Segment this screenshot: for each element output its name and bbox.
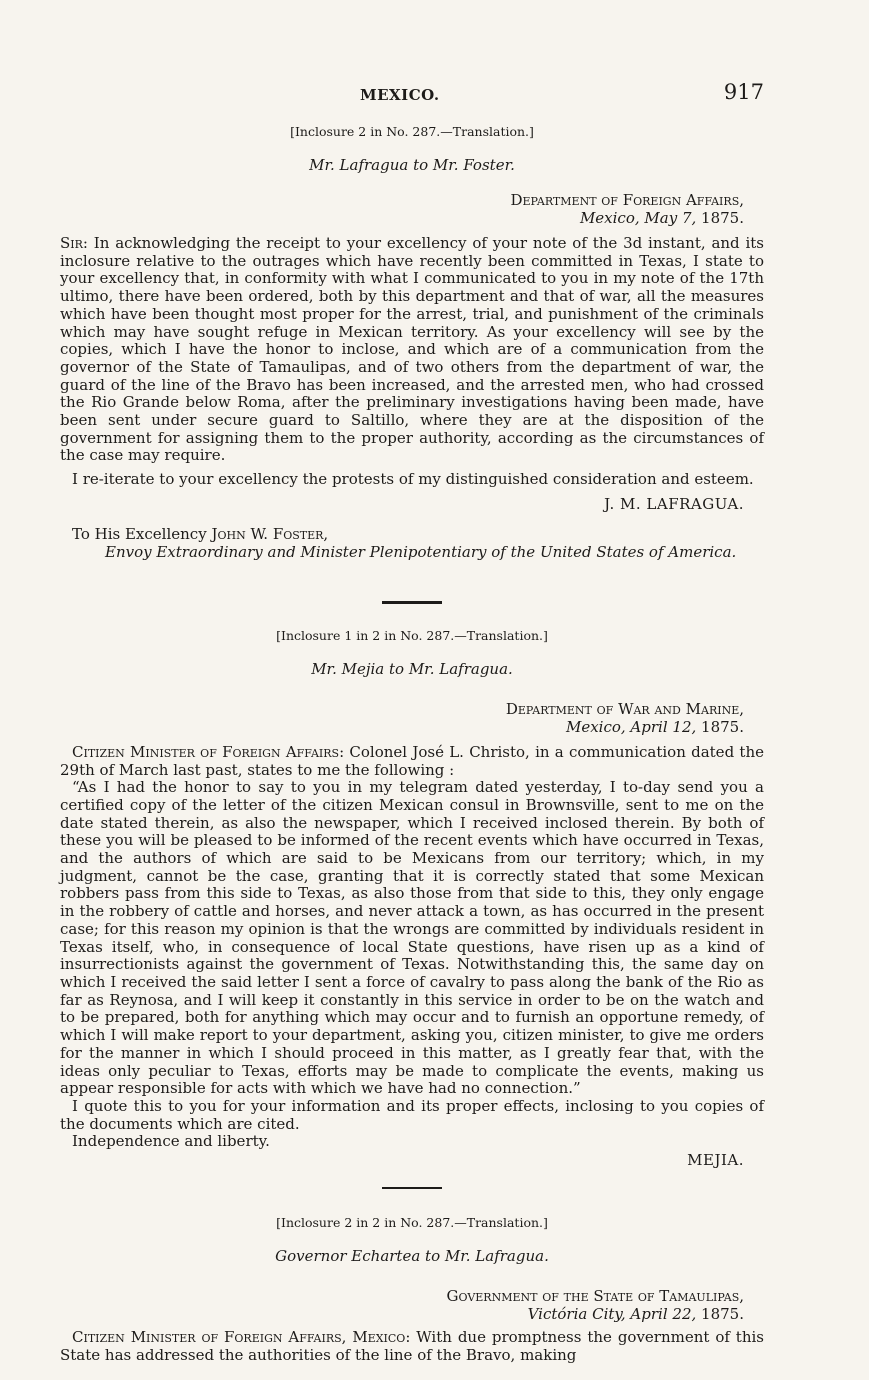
body-paragraph: I quote this to you for your information and its proper effects, inclosing to you copies of the documents which are cited. [60,1096,764,1133]
opening-address: Citizen Minister of Foreign Affairs, Mexico: [72,1328,411,1347]
department-line: Department of War and Marine, [505,699,744,718]
salutation: Sir: [60,234,88,252]
address-title: Envoy Extraordinary and Minister Plenipotentiary of the United States of America. [105,542,737,561]
body-paragraph: I re-iterate to your excellency the protests of my distinguished consideration and esteem. [72,470,754,489]
body-paragraph [60,235,764,465]
place-date-line [60,718,744,736]
running-title: MEXICO. [360,86,440,104]
closing-line: Independence and liberty. [72,1132,270,1151]
place-date: Mexico, May 7, [579,209,697,227]
department-line: Department of Foreign Affairs, [510,191,744,209]
letter-heading: Mr. Mejia to Mr. Lafragua. [311,659,513,678]
letter-heading: Mr. Lafragua to Mr. Foster. [309,156,515,174]
department-line: Government of the State of Tamaulipas, [446,1287,744,1306]
body-paragraph [60,744,764,779]
signature: MEJIA. [687,1151,744,1170]
inclosure-heading: [Inclosure 2 in 2 in No. 287.—Translation.] [276,1215,548,1231]
year: 1875. [701,1305,744,1324]
letter-mejia-to-lafragua [60,628,764,1169]
letter-echartea-to-lafragua [60,1215,764,1364]
address-prefix: To His Excellency [72,524,207,543]
signature: J. M. LAFRAGUA. [604,494,744,513]
inclosure-heading: [Inclosure 2 in No. 287.—Translation.] [290,124,534,139]
place-date-line [60,209,744,227]
page-header [60,80,764,110]
quoted-paragraph: “As I had the honor to say to you in my telegram dated yesterday, I to-day send you a certified copy of the letter of the citizen Mexican consul in Brownsville, sent to me on the date stated therein, as also the newspaper, which I received inclosed therein. By both of these you will be pleased to be informed of the recent events which have occurred in Texas, and the authors of which are said to be Mexicans from our territory; which, in my judgment, cannot be the case, granting that it is correctly stated that some Mexican robbers pass from this side to Texas, as also those from that side to this, they only engage in the robbery of cattle and horses, and never attack a town, as has occurred in the present case; for this reason my opinion is that the wrongs are committed by individuals resident in Texas itself, who, in consequence of local State questions, have risen up as a kind of insurrectionists against the government of Texas. Notwithstanding this, the same day on which I received the said letter I sent a force of cavalry to pass along the bank of the Rio as far as Reynosa, and I will keep it constantly in this service in order to be on the watch and to be prepared, both for anything which may occur and to furnish an opportune remedy, of which I will make report to your department, asking you, citizen minister, to give me orders for the manner in which I should proceed in this matter, as I greatly fear that, with the ideas only peculiar to Texas, efforts may be made to complicate the events, making us appear responsible for acts with which we have had no connection.” [60,778,764,1098]
address-to [72,525,764,543]
place-date-line [60,1305,744,1323]
inclosure-heading: [Inclosure 1 in 2 in No. 287.—Translation.] [276,627,548,643]
year: 1875. [701,717,744,736]
year: 1875. [701,209,744,227]
address-name: John W. Foster, [211,524,329,543]
letter-heading: Governor Echartea to Mr. Lafragua. [275,1247,549,1266]
letter-lafragua-to-foster [60,124,764,561]
place-date: Victória City, April 22, [527,1305,697,1324]
paragraph-text: Colonel José L. Christo, in a communication dated the 29th of March last past, states to me the following : [60,742,764,779]
paragraph-text: In acknowledging the receipt to your excellency of your note of the 3d instant, and its inclosure relative to the outrages which have recently been committed in Texas, I state to your excellency that, in conformity with what I communicated to you in my note of the 17th ultimo, there have been ordered, both by this department and that of war, all the measures which have been thought most proper for the arrest, trial, and punishment of the criminals which may have sought refuge in Mexican territory. As your excellency will see by the copies, which I have the honor to inclose, and which are of a communication from the governor of the State of Tamaulipas, and of two others from the department of war, the guard of the line of the Bravo has been increased, and the arrested men, who had crossed the Rio Grande below Roma, after the preliminary investigations having been made, have been sent under secure guard to Saltillo, where they are at the disposition of the government for assigning them to the proper authority, according as the circumstances of the case may require. [60,234,764,465]
section-divider [382,1187,442,1189]
section-divider [382,601,442,604]
paragraph-text: With due promptness the government of this State has addressed the authorities of the line of the Bravo, making [60,1328,764,1364]
opening-address: Citizen Minister of Foreign Affairs: [72,742,345,761]
place-date: Mexico, April 12, [565,717,697,736]
page-number: 917 [723,80,764,104]
body-paragraph [60,1329,764,1364]
